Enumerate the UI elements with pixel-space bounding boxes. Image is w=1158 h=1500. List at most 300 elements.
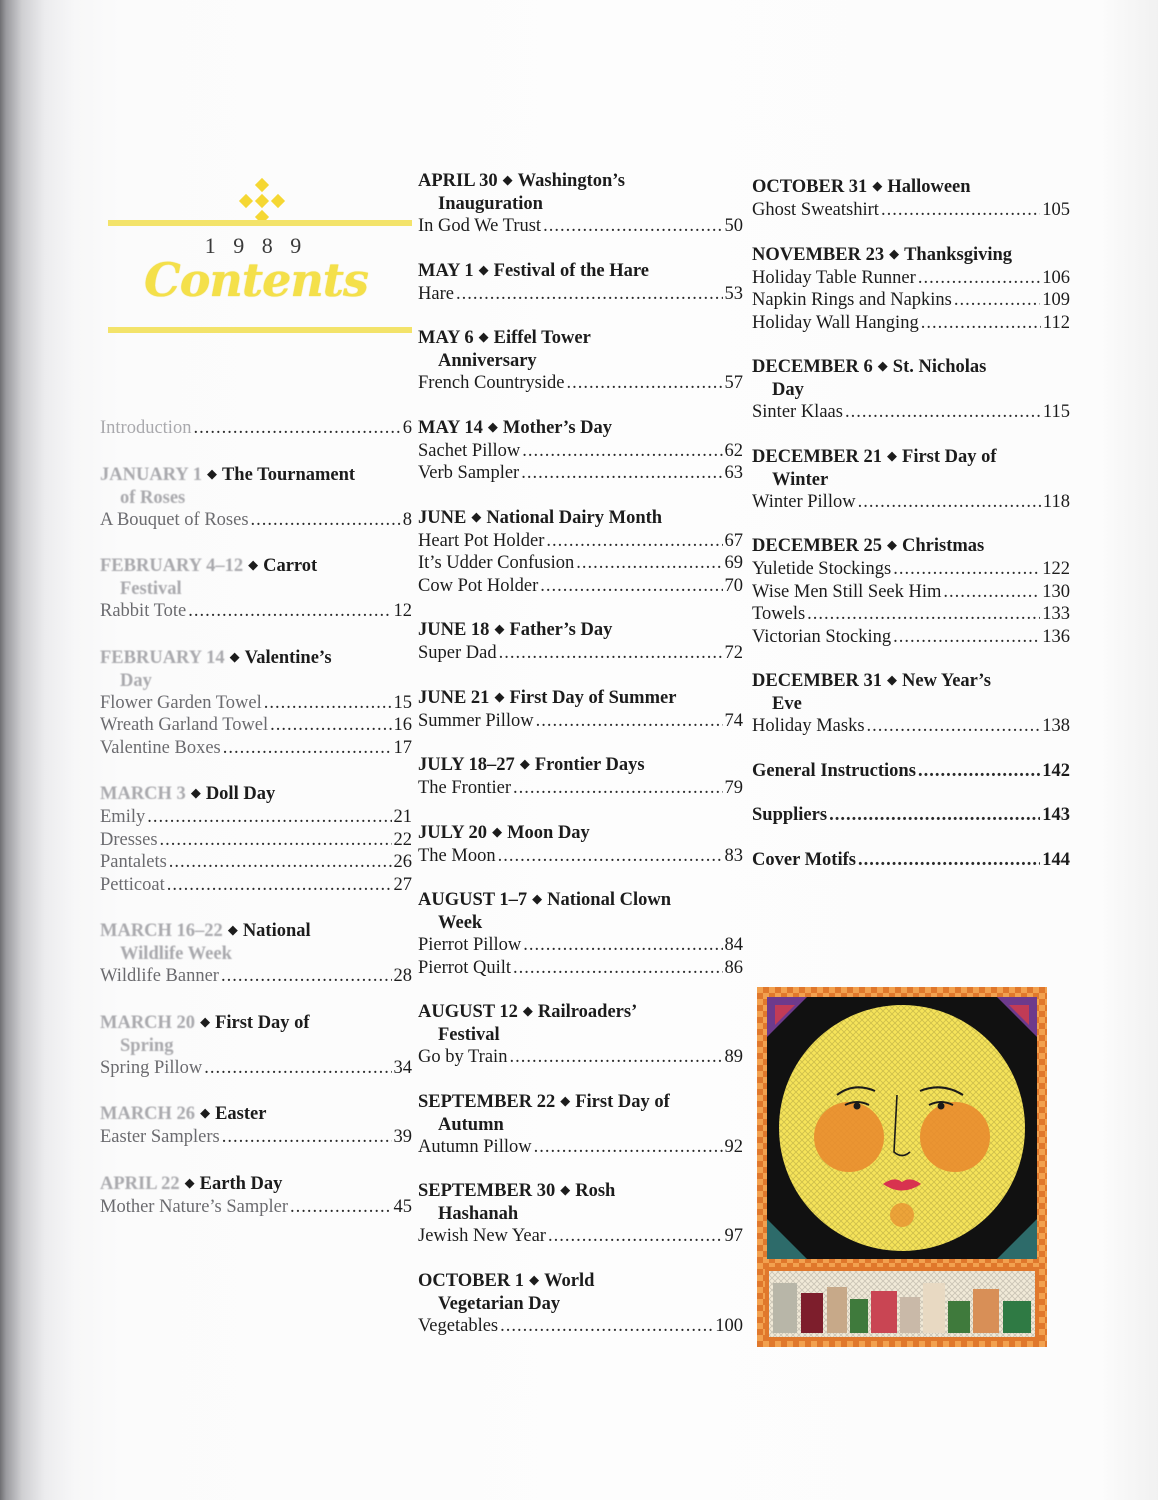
section-heading bbox=[752, 446, 1070, 491]
holiday-name: Washington’s bbox=[517, 171, 625, 191]
holiday-date: AUGUST 12 bbox=[418, 1002, 518, 1022]
entry-title: Wreath Garland Towel bbox=[100, 715, 269, 735]
section-heading bbox=[418, 507, 743, 530]
holiday-name: National Dairy Month bbox=[486, 507, 663, 528]
toc-section bbox=[752, 670, 1070, 738]
holiday-name: Easter bbox=[215, 1104, 267, 1124]
page-number: 62 bbox=[724, 440, 743, 461]
holiday-name: Moon Day bbox=[507, 822, 590, 843]
holiday-date: SEPTEMBER 30 bbox=[418, 1181, 556, 1201]
dot-leader bbox=[546, 530, 722, 553]
section-heading bbox=[418, 822, 743, 845]
column-3-sections bbox=[752, 176, 1070, 893]
section-heading bbox=[418, 889, 743, 934]
toc-entry-french-countryside[interactable] bbox=[418, 372, 743, 395]
holiday-name: Eiffel Tower bbox=[493, 328, 591, 348]
section-heading bbox=[418, 260, 743, 283]
toc-entry-yuletide-stockings[interactable] bbox=[752, 558, 1070, 581]
dot-leader bbox=[221, 965, 392, 988]
entry-title: Holiday Masks bbox=[752, 716, 865, 736]
holiday-name-continued: Inauguration bbox=[438, 194, 543, 214]
entry-title: Victorian Stocking bbox=[752, 626, 892, 647]
holiday-name: Festival of the Hare bbox=[493, 260, 649, 281]
entry-title: Wise Men Still Seek Him bbox=[752, 581, 942, 602]
toc-entry-easter-samplers[interactable] bbox=[100, 1126, 412, 1149]
page-number: 28 bbox=[393, 966, 412, 986]
holiday-name: First Day of bbox=[575, 1091, 670, 1112]
toc-entry-valentine-boxes[interactable] bbox=[100, 737, 412, 760]
page-number: 22 bbox=[393, 829, 412, 850]
diamond-bullet-icon: ◆ bbox=[529, 1271, 540, 1287]
toc-entry-napkin-rings-and-napkins[interactable] bbox=[752, 289, 1070, 312]
entry-title: Wildlife Banner bbox=[100, 966, 219, 986]
year-label: 1 9 8 9 bbox=[204, 233, 308, 258]
entry-title: Winter Pillow bbox=[752, 491, 856, 512]
page-number: 92 bbox=[724, 1136, 743, 1157]
page-number: 143 bbox=[1042, 805, 1070, 825]
section-heading bbox=[100, 1103, 412, 1126]
diamond-bullet-icon: ◆ bbox=[190, 785, 201, 800]
holiday-name: Thanksgiving bbox=[904, 244, 1013, 265]
toc-entry-go-by-train[interactable] bbox=[418, 1046, 743, 1069]
entry-title: Cow Pot Holder bbox=[418, 575, 539, 596]
entry-title: Hare bbox=[418, 283, 454, 304]
toc-entry-wildlife-banner[interactable] bbox=[100, 965, 412, 988]
holiday-name-continued: Day bbox=[772, 380, 804, 400]
section-heading bbox=[100, 783, 412, 806]
toc-section bbox=[418, 1270, 743, 1338]
holiday-name-continued: Week bbox=[438, 913, 483, 933]
dot-leader bbox=[881, 199, 1040, 222]
page-number: 27 bbox=[393, 874, 412, 895]
toc-entry-dresses[interactable] bbox=[100, 829, 412, 852]
toc-entry-a-bouquet-of-roses[interactable] bbox=[100, 509, 412, 532]
page-number: 118 bbox=[1042, 491, 1070, 512]
dot-leader bbox=[576, 552, 722, 575]
section-heading bbox=[418, 1091, 743, 1136]
entry-title: Petticoat bbox=[100, 874, 165, 895]
toc-section bbox=[752, 356, 1070, 424]
diamond-bullet-icon: ◆ bbox=[532, 891, 543, 906]
toc-entry-pierrot-quilt[interactable] bbox=[418, 957, 743, 980]
entry-title: Easter Samplers bbox=[100, 1127, 220, 1147]
page-number: 109 bbox=[1042, 290, 1070, 310]
page-number: 86 bbox=[724, 957, 743, 978]
diamond-bullet-icon: ◆ bbox=[494, 621, 505, 636]
column-1-sections bbox=[100, 417, 412, 1242]
holiday-date: DECEMBER 6 bbox=[752, 357, 873, 377]
dot-leader bbox=[222, 1126, 392, 1149]
holiday-name: Carrot bbox=[263, 556, 318, 576]
entry-title: Ghost Sweatshirt bbox=[752, 200, 879, 220]
page-number: 138 bbox=[1042, 716, 1070, 736]
diamond-bullet-icon: ◆ bbox=[200, 1013, 211, 1029]
toc-section bbox=[752, 760, 1070, 783]
page-number: 6 bbox=[402, 418, 412, 438]
holiday-date: MAY 14 bbox=[418, 417, 483, 438]
dot-leader bbox=[147, 806, 391, 829]
holiday-date: APRIL 30 bbox=[418, 171, 498, 191]
toc-entry-jewish-new-year[interactable] bbox=[418, 1225, 743, 1248]
toc-entry-heart-pot-holder[interactable] bbox=[418, 530, 743, 553]
holiday-date: OCTOBER 1 bbox=[418, 1270, 525, 1291]
dot-leader bbox=[513, 957, 722, 980]
holiday-date: FEBRUARY 14 bbox=[100, 647, 225, 668]
page-number: 133 bbox=[1042, 604, 1070, 624]
entry-title: Pierrot Pillow bbox=[418, 935, 522, 955]
page-number: 21 bbox=[393, 807, 412, 827]
holiday-date: JUNE bbox=[418, 507, 467, 528]
entry-title: Jewish New Year bbox=[418, 1226, 546, 1246]
toc-entry-holiday-wall-hanging[interactable] bbox=[752, 312, 1070, 335]
page-number: 97 bbox=[724, 1226, 743, 1246]
cross-stitch-moon-icon bbox=[757, 987, 1047, 1347]
section-heading bbox=[100, 920, 412, 965]
entry-title: It’s Udder Confusion bbox=[418, 553, 575, 573]
holiday-date: MAY 6 bbox=[418, 328, 474, 348]
entry-title: The Moon bbox=[418, 845, 496, 866]
entry-title: Super Dad bbox=[418, 643, 497, 663]
holiday-name: First Day of Summer bbox=[509, 687, 677, 708]
holiday-name-continued: Autumn bbox=[438, 1114, 504, 1135]
holiday-name: First Day of bbox=[902, 446, 997, 467]
holiday-name: First Day of bbox=[215, 1012, 310, 1033]
holiday-name-continued: Vegetarian Day bbox=[438, 1293, 561, 1314]
toc-section bbox=[100, 417, 412, 440]
holiday-name: Doll Day bbox=[205, 784, 276, 804]
holiday-name-continued: Festival bbox=[438, 1025, 500, 1045]
holiday-name: Frontier Days bbox=[534, 755, 645, 775]
page-number: 74 bbox=[724, 710, 743, 731]
holiday-name-continued: Festival bbox=[120, 579, 182, 599]
toc-entry-wise-men-still-seek-him[interactable] bbox=[752, 581, 1070, 604]
page-number: 83 bbox=[724, 845, 743, 866]
toc-entry-cover-motifs[interactable] bbox=[752, 849, 1070, 872]
toc-entry-sinter-klaas[interactable] bbox=[752, 401, 1070, 424]
holiday-date: OCTOBER 31 bbox=[752, 177, 868, 197]
page-number: 115 bbox=[1042, 402, 1070, 422]
toc-section bbox=[100, 783, 412, 896]
header-rule-top bbox=[108, 220, 412, 226]
section-heading bbox=[752, 670, 1070, 715]
toc-entry-it-s-udder-confusion[interactable] bbox=[418, 552, 743, 575]
holiday-name: National Clown bbox=[547, 890, 672, 910]
toc-section bbox=[418, 1180, 743, 1248]
dot-leader bbox=[921, 312, 1041, 335]
entry-title: Heart Pot Holder bbox=[418, 530, 545, 551]
toc-section bbox=[418, 170, 743, 238]
holiday-name: Valentine’s bbox=[244, 647, 332, 668]
section-heading bbox=[100, 1012, 412, 1057]
entry-title: Sinter Klaas bbox=[752, 402, 843, 422]
page-number: 112 bbox=[1042, 312, 1070, 333]
toc-entry-rabbit-tote[interactable] bbox=[100, 600, 412, 623]
holiday-date: MARCH 26 bbox=[100, 1104, 196, 1124]
diamond-bullet-icon: ◆ bbox=[502, 172, 513, 187]
dot-leader bbox=[858, 849, 1040, 872]
page-number: 69 bbox=[724, 553, 743, 573]
dot-leader bbox=[167, 874, 392, 897]
holiday-name: Christmas bbox=[902, 536, 985, 556]
dot-leader bbox=[500, 1315, 713, 1338]
dot-leader bbox=[169, 851, 392, 874]
dot-leader bbox=[867, 715, 1041, 738]
toc-entry-spring-pillow[interactable] bbox=[100, 1057, 412, 1080]
toc-entry-holiday-masks[interactable] bbox=[752, 715, 1070, 738]
toc-entry-general-instructions[interactable] bbox=[752, 760, 1070, 783]
entry-title: Emily bbox=[100, 807, 146, 827]
entry-title: Valentine Boxes bbox=[100, 737, 221, 758]
toc-entry-pantalets[interactable] bbox=[100, 851, 412, 874]
section-heading bbox=[418, 1270, 743, 1315]
holiday-name: Rosh bbox=[575, 1181, 616, 1201]
holiday-date: JULY 20 bbox=[418, 822, 488, 843]
diamond-bullet-icon: ◆ bbox=[206, 465, 217, 481]
toc-entry-super-dad[interactable] bbox=[418, 642, 743, 665]
page-number: 26 bbox=[393, 852, 412, 872]
diamond-bullet-icon: ◆ bbox=[248, 557, 259, 572]
toc-section bbox=[100, 1012, 412, 1080]
toc-entry-mother-nature-s-sampler[interactable] bbox=[100, 1196, 412, 1219]
section-heading bbox=[752, 356, 1070, 401]
toc-entry-sachet-pillow[interactable] bbox=[418, 440, 743, 463]
entry-title: In God We Trust bbox=[418, 216, 542, 236]
dot-leader bbox=[251, 509, 401, 532]
entry-title: Go by Train bbox=[418, 1047, 508, 1067]
holiday-date: DECEMBER 25 bbox=[752, 536, 883, 556]
dot-leader bbox=[522, 440, 722, 463]
section-heading bbox=[752, 176, 1070, 199]
toc-entry-hare[interactable] bbox=[418, 283, 743, 306]
diamond-bullet-icon: ◆ bbox=[887, 672, 898, 687]
page-number: 72 bbox=[724, 643, 743, 663]
page-number: 122 bbox=[1042, 559, 1070, 579]
holiday-name-continued: Anniversary bbox=[438, 351, 537, 371]
diamond-bullet-icon: ◆ bbox=[478, 329, 489, 344]
entry-title: General Instructions bbox=[752, 760, 916, 781]
dot-leader bbox=[858, 491, 1041, 514]
holiday-date: MARCH 3 bbox=[100, 784, 186, 804]
section-heading bbox=[418, 170, 743, 215]
holiday-date: JULY 18–27 bbox=[418, 755, 515, 775]
toc-entry-vegetables[interactable] bbox=[418, 1315, 743, 1338]
toc-section bbox=[100, 1173, 412, 1219]
dot-leader bbox=[204, 1057, 391, 1080]
entry-title: Vegetables bbox=[418, 1315, 499, 1336]
toc-section bbox=[100, 1103, 412, 1149]
holiday-date: DECEMBER 31 bbox=[752, 671, 883, 691]
holiday-date: MAY 1 bbox=[418, 260, 474, 281]
diamond-bullet-icon: ◆ bbox=[494, 688, 505, 704]
holiday-name: Earth Day bbox=[199, 1173, 283, 1194]
toc-entry-autumn-pillow[interactable] bbox=[418, 1136, 743, 1159]
toc-section bbox=[418, 507, 743, 598]
page-number: 34 bbox=[393, 1057, 412, 1078]
section-heading bbox=[418, 417, 743, 440]
toc-section bbox=[752, 446, 1070, 514]
page-number: 16 bbox=[393, 715, 412, 735]
page-number: 57 bbox=[724, 373, 743, 393]
holiday-date: AUGUST 1–7 bbox=[418, 890, 528, 910]
holiday-date: JUNE 18 bbox=[418, 620, 490, 640]
dot-leader bbox=[829, 804, 1040, 827]
holiday-name: Railroaders’ bbox=[537, 1002, 638, 1022]
section-heading bbox=[100, 1173, 412, 1196]
entry-title: Introduction bbox=[100, 418, 192, 438]
page-number: 53 bbox=[724, 283, 743, 304]
toc-entry-ghost-sweatshirt[interactable] bbox=[752, 199, 1070, 222]
diamond-bullet-icon: ◆ bbox=[492, 823, 503, 839]
dot-leader bbox=[523, 934, 722, 957]
entry-title: Mother Nature’s Sampler bbox=[100, 1196, 289, 1217]
header-rule-bottom bbox=[108, 327, 412, 333]
section-heading bbox=[418, 687, 743, 710]
toc-entry-holiday-table-runner[interactable] bbox=[752, 267, 1070, 290]
toc-entry-flower-garden-towel[interactable] bbox=[100, 692, 412, 715]
toc-entry-winter-pillow[interactable] bbox=[752, 491, 1070, 514]
dot-leader bbox=[513, 777, 723, 800]
page-number: 130 bbox=[1042, 581, 1070, 602]
dot-leader bbox=[290, 1196, 391, 1219]
toc-entry-cow-pot-holder[interactable] bbox=[418, 575, 743, 598]
holiday-name-continued: Spring bbox=[120, 1035, 174, 1056]
dot-leader bbox=[223, 737, 392, 760]
entry-title: Pantalets bbox=[100, 852, 167, 872]
dot-leader bbox=[534, 1136, 723, 1159]
entry-title: Pierrot Quilt bbox=[418, 957, 512, 978]
toc-entry-pierrot-pillow[interactable] bbox=[418, 934, 743, 957]
dot-leader bbox=[270, 714, 391, 737]
entry-title: Holiday Table Runner bbox=[752, 267, 916, 288]
section-heading bbox=[752, 535, 1070, 558]
page-number: 136 bbox=[1042, 626, 1070, 647]
entry-title: Towels bbox=[752, 604, 806, 624]
toc-entry-victorian-stocking[interactable] bbox=[752, 626, 1070, 649]
page-number: 17 bbox=[393, 737, 412, 758]
toc-entry-in-god-we-trust[interactable] bbox=[418, 215, 743, 238]
diamond-bullet-icon: ◆ bbox=[200, 1105, 211, 1120]
holiday-date: JANUARY 1 bbox=[100, 464, 202, 485]
section-heading bbox=[752, 244, 1070, 267]
page-title: Contents bbox=[144, 253, 368, 307]
entry-title: The Frontier bbox=[418, 778, 511, 798]
page-number: 63 bbox=[724, 463, 743, 483]
page-number: 15 bbox=[393, 692, 412, 713]
entry-title: Sachet Pillow bbox=[418, 440, 521, 461]
page-number: 144 bbox=[1042, 849, 1070, 870]
section-heading bbox=[100, 647, 412, 692]
dot-leader bbox=[536, 710, 723, 733]
holiday-date: MARCH 20 bbox=[100, 1012, 196, 1033]
dot-leader bbox=[566, 372, 722, 395]
diamond-bullet-icon: ◆ bbox=[227, 922, 238, 937]
holiday-date: DECEMBER 21 bbox=[752, 446, 883, 467]
toc-section bbox=[418, 260, 743, 306]
entry-title: Suppliers bbox=[752, 805, 828, 825]
page-number: 142 bbox=[1042, 760, 1070, 781]
holiday-name-continued: of Roses bbox=[120, 487, 186, 508]
dot-leader bbox=[498, 845, 723, 868]
entry-title: Holiday Wall Hanging bbox=[752, 312, 919, 333]
toc-section bbox=[418, 1091, 743, 1159]
toc-entry-the-frontier[interactable] bbox=[418, 777, 743, 800]
toc-entry-towels[interactable] bbox=[752, 603, 1070, 626]
entry-title: Summer Pillow bbox=[418, 710, 534, 731]
toc-entry-introduction[interactable] bbox=[100, 417, 412, 440]
holiday-date: APRIL 22 bbox=[100, 1173, 180, 1194]
page-number: 45 bbox=[393, 1196, 412, 1217]
entry-title: A Bouquet of Roses bbox=[100, 509, 249, 530]
toc-entry-wreath-garland-towel[interactable] bbox=[100, 714, 412, 737]
diamond-bullet-icon: ◆ bbox=[519, 756, 530, 771]
toc-section bbox=[752, 244, 1070, 335]
holiday-date: SEPTEMBER 22 bbox=[418, 1091, 556, 1112]
section-heading bbox=[418, 1180, 743, 1225]
entry-title: Flower Garden Towel bbox=[100, 692, 262, 713]
entry-title: Verb Sampler bbox=[418, 463, 520, 483]
toc-entry-summer-pillow[interactable] bbox=[418, 710, 743, 733]
toc-section bbox=[418, 327, 743, 395]
dot-leader bbox=[456, 283, 723, 306]
entry-title: Autumn Pillow bbox=[418, 1136, 532, 1157]
dot-leader bbox=[499, 642, 723, 665]
dot-leader bbox=[918, 267, 1040, 290]
toc-entry-emily[interactable] bbox=[100, 806, 412, 829]
toc-entry-verb-sampler[interactable] bbox=[418, 462, 743, 485]
toc-section bbox=[752, 849, 1070, 872]
page-number: 100 bbox=[715, 1315, 743, 1336]
holiday-name: The Tournament bbox=[221, 464, 356, 485]
entry-title: Rabbit Tote bbox=[100, 601, 187, 621]
holiday-name-continued: Winter bbox=[772, 469, 829, 490]
page-number: 50 bbox=[724, 216, 743, 236]
page-number: 106 bbox=[1042, 267, 1070, 288]
diamond-bullet-icon: ◆ bbox=[560, 1182, 571, 1197]
diamond-bullet-icon: ◆ bbox=[471, 508, 482, 524]
dot-leader bbox=[543, 215, 722, 238]
toc-section bbox=[418, 687, 743, 733]
holiday-date: NOVEMBER 23 bbox=[752, 244, 885, 265]
diamond-bullet-icon: ◆ bbox=[887, 537, 898, 552]
toc-entry-suppliers[interactable] bbox=[752, 804, 1070, 827]
holiday-date: FEBRUARY 4–12 bbox=[100, 556, 244, 576]
toc-section bbox=[418, 754, 743, 800]
entry-title: French Countryside bbox=[418, 373, 565, 393]
toc-section bbox=[418, 822, 743, 868]
entry-title: Cover Motifs bbox=[752, 849, 856, 870]
diamond-bullet-icon: ◆ bbox=[487, 418, 498, 434]
toc-entry-the-moon[interactable] bbox=[418, 845, 743, 868]
holiday-name: St. Nicholas bbox=[892, 357, 987, 377]
section-heading bbox=[100, 464, 412, 509]
entry-title: Napkin Rings and Napkins bbox=[752, 290, 952, 310]
page-number: 79 bbox=[724, 778, 743, 798]
entry-title: Spring Pillow bbox=[100, 1057, 203, 1078]
toc-section bbox=[418, 417, 743, 485]
section-heading bbox=[418, 1001, 743, 1046]
page-number: 8 bbox=[402, 509, 412, 530]
dot-leader bbox=[193, 417, 400, 440]
holiday-name-continued: Wildlife Week bbox=[120, 944, 232, 964]
diamond-bullet-icon: ◆ bbox=[560, 1092, 571, 1108]
toc-entry-petticoat[interactable] bbox=[100, 874, 412, 897]
section-heading bbox=[418, 619, 743, 642]
toc-section bbox=[752, 804, 1070, 827]
section-heading bbox=[418, 327, 743, 372]
diamond-bullet-icon: ◆ bbox=[184, 1174, 195, 1190]
dot-leader bbox=[521, 462, 722, 485]
holiday-name: New Year’s bbox=[902, 671, 991, 691]
